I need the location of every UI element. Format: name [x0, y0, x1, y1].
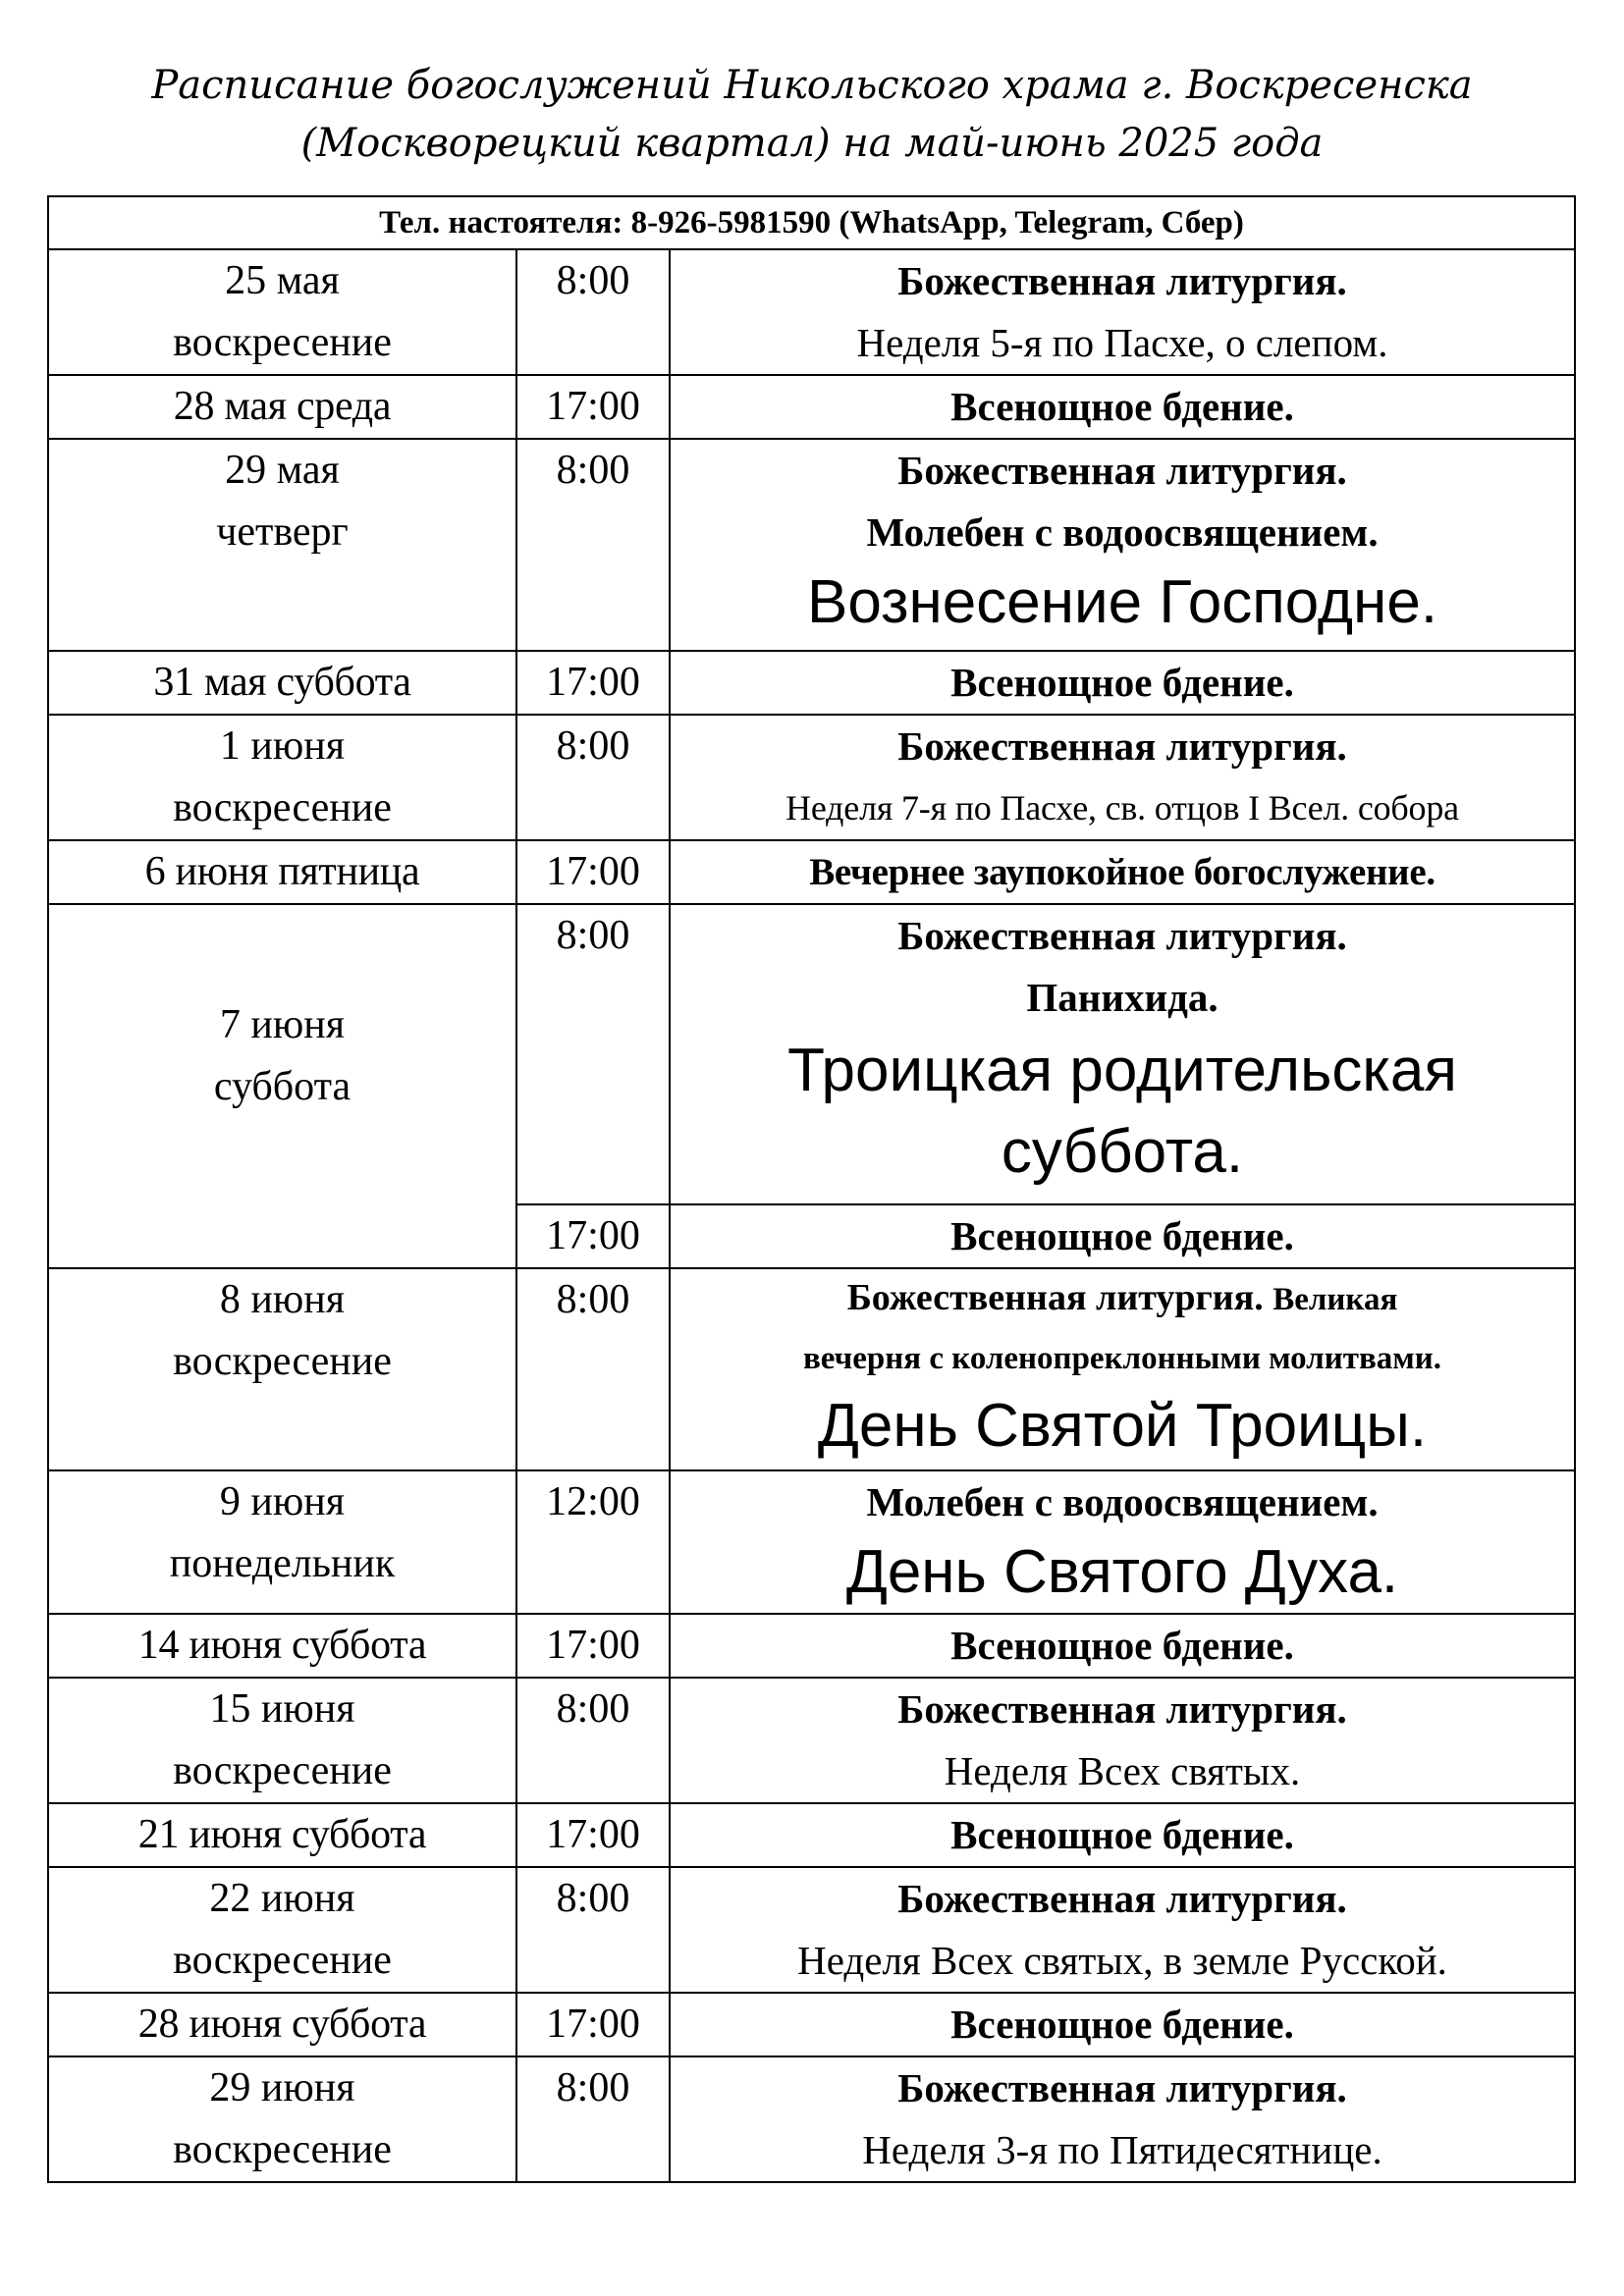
service-name: Божественная литургия. — [897, 2065, 1347, 2110]
date-cell — [48, 439, 516, 651]
time-cell: 17:00 — [516, 651, 670, 715]
date-weekday: воскресение — [173, 320, 392, 365]
date-day: 29 июня — [209, 2065, 355, 2110]
time-cell: 17:00 — [516, 1803, 670, 1867]
table-row — [48, 651, 1575, 715]
date-day: 22 июня — [209, 1876, 355, 1921]
table-row — [48, 439, 1575, 651]
service-cell — [670, 1268, 1575, 1470]
service-note: Неделя 3-я по Пятидесятнице. — [862, 2127, 1382, 2172]
date-cell — [48, 1678, 516, 1803]
service-name: Вечернее заупокойное богослужение. — [809, 851, 1435, 893]
service-cell — [670, 1803, 1575, 1867]
phone-line: Тел. настоятеля: 8-926-5981590 (WhatsApp, Telegram, Сбер) — [48, 196, 1575, 249]
time-cell: 8:00 — [516, 1268, 670, 1470]
date-cell: 28 июня суббота — [48, 1993, 516, 2056]
service-name: Всенощное бдение. — [950, 384, 1294, 429]
date-weekday: воскресение — [173, 785, 392, 830]
date-weekday: понедельник — [169, 1541, 396, 1586]
table-row — [48, 1678, 1575, 1803]
table-row — [48, 249, 1575, 375]
table-row — [48, 375, 1575, 439]
service-cell — [670, 1867, 1575, 1993]
service-name: Всенощное бдение. — [950, 1623, 1294, 1668]
date-cell: 31 мая суббота — [48, 651, 516, 715]
service-cell — [670, 439, 1575, 651]
date-cell — [48, 1867, 516, 1993]
service-cell — [670, 840, 1575, 904]
date-weekday: воскресение — [173, 2127, 392, 2172]
date-weekday: воскресение — [173, 1748, 392, 1793]
service-name: Божественная литургия. — [897, 1876, 1347, 1921]
table-row — [48, 1268, 1575, 1470]
service-cell — [670, 1614, 1575, 1678]
time-cell: 8:00 — [516, 904, 670, 1204]
table-row — [48, 1993, 1575, 2056]
service-name: Божественная литургия. — [897, 448, 1347, 493]
date-cell: 28 мая среда — [48, 375, 516, 439]
service-name-2: Панихида. — [1026, 975, 1218, 1020]
date-day: 15 июня — [209, 1686, 355, 1732]
table-row — [48, 840, 1575, 904]
date-weekday: суббота — [213, 1063, 352, 1109]
service-cell — [670, 651, 1575, 715]
date-day: 29 мая — [225, 448, 340, 493]
feast-name: Вознесение Господне. — [806, 568, 1438, 636]
service-note: Неделя Всех святых, в земле Русской. — [797, 1938, 1447, 1983]
page-title-line-1: Расписание богослужений Никольского храма г. Воскресенска — [151, 63, 1473, 108]
service-cell — [670, 1678, 1575, 1803]
service-cell — [670, 375, 1575, 439]
feast-name: День Святой Троицы. — [817, 1392, 1428, 1460]
date-cell: 6 июня пятница — [48, 840, 516, 904]
time-cell: 8:00 — [516, 2056, 670, 2182]
date-weekday: воскресение — [173, 1938, 392, 1983]
service-name: Божественная литургия. — [897, 723, 1347, 769]
service-extra-1: Великая — [1272, 1282, 1398, 1317]
date-day: 8 июня — [219, 1277, 346, 1322]
date-cell: 14 июня суббота — [48, 1614, 516, 1678]
time-cell: 8:00 — [516, 1678, 670, 1803]
service-note: Неделя 7-я по Пасхе, св. отцов I Всел. собора — [785, 788, 1459, 828]
service-note: Неделя 5-я по Пасхе, о слепом. — [856, 320, 1388, 365]
page-title-line-2: (Москворецкий квартал) на май-июнь 2025 года — [300, 121, 1324, 166]
service-cell — [670, 249, 1575, 375]
feast-name-line-2: суббота. — [1001, 1118, 1244, 1186]
service-cell — [670, 715, 1575, 840]
date-cell — [48, 904, 516, 1268]
service-extra-2: вечерня с коленопреклонными молитвами. — [802, 1341, 1442, 1376]
time-cell: 8:00 — [516, 715, 670, 840]
date-weekday: четверг — [216, 509, 349, 555]
table-row — [48, 1470, 1575, 1614]
service-name: Божественная литургия. — [897, 258, 1347, 303]
date-cell — [48, 249, 516, 375]
service-name-main: Божественная литургия. — [846, 1277, 1264, 1318]
feast-name: День Святого Духа. — [845, 1538, 1399, 1606]
time-cell: 17:00 — [516, 375, 670, 439]
date-day: 1 июня — [219, 723, 346, 769]
service-name: Всенощное бдение. — [950, 2002, 1294, 2047]
date-cell — [48, 1268, 516, 1470]
service-name: Божественная литургия. — [897, 1686, 1347, 1732]
service-name: Божественная литургия. — [897, 913, 1347, 958]
feast-name-line-1: Троицкая родительская — [787, 1037, 1457, 1104]
date-cell — [48, 1470, 516, 1614]
time-cell: 8:00 — [516, 1867, 670, 1993]
service-name-2: Молебен с водоосвящением. — [866, 509, 1379, 555]
service-name — [671, 1269, 1574, 1328]
schedule-table — [47, 195, 1576, 2183]
date-cell: 21 июня суббота — [48, 1803, 516, 1867]
date-cell — [48, 2056, 516, 2182]
service-name: Всенощное бдение. — [950, 1213, 1294, 1258]
time-cell: 8:00 — [516, 439, 670, 651]
service-cell — [670, 1204, 1575, 1268]
table-row — [48, 1803, 1575, 1867]
table-row — [48, 1614, 1575, 1678]
time-cell: 12:00 — [516, 1470, 670, 1614]
service-name: Всенощное бдение. — [950, 660, 1294, 705]
service-cell — [670, 1470, 1575, 1614]
time-cell: 17:00 — [516, 1614, 670, 1678]
service-name: Всенощное бдение. — [950, 1812, 1294, 1857]
time-cell: 8:00 — [516, 249, 670, 375]
date-cell — [48, 715, 516, 840]
time-cell: 17:00 — [516, 1993, 670, 2056]
service-cell — [670, 2056, 1575, 2182]
date-day: 25 мая — [225, 258, 340, 303]
page-title — [0, 57, 1624, 173]
service-cell — [670, 1993, 1575, 2056]
table-row — [48, 1867, 1575, 1993]
time-cell: 17:00 — [516, 1204, 670, 1268]
table-row — [48, 904, 1575, 1204]
phone-row — [48, 196, 1575, 249]
table-row — [48, 2056, 1575, 2182]
date-day: 7 июня — [219, 1001, 346, 1047]
service-cell — [670, 904, 1575, 1204]
service-name: Молебен с водоосвящением. — [866, 1479, 1379, 1524]
service-note: Неделя Всех святых. — [944, 1748, 1301, 1793]
table-row — [48, 715, 1575, 840]
service-extra — [671, 1328, 1574, 1387]
date-weekday: воскресение — [173, 1339, 392, 1384]
time-cell: 17:00 — [516, 840, 670, 904]
date-day: 9 июня — [219, 1479, 346, 1524]
